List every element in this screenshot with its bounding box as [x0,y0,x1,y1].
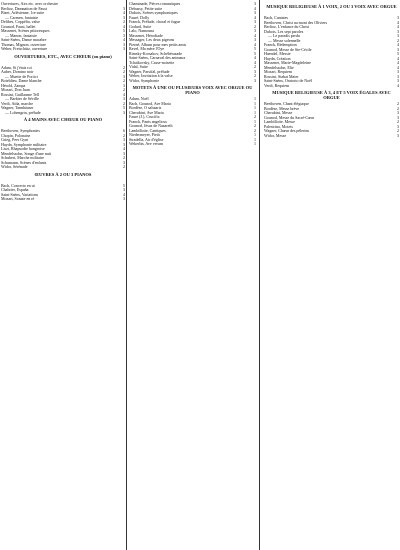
section-heading: MOTETS À UNE OU PLUSIEURS VOIX AVEC ORGUE OU PIANO [132,85,253,95]
entry-price: 2 [123,20,125,24]
entry-title: Ravel, Ma mère l'Oye [129,47,165,51]
entry-price: 3 [397,74,399,79]
entry-price: 4 [123,11,125,15]
entry-price: 4 [397,83,399,88]
entry-price: 4 [397,65,399,70]
entry-title: Wagner, Parsifal, prélude [129,69,170,74]
entry-title: Beethoven, Chant élégiaque [264,102,309,106]
catalog-entry [129,79,256,84]
entry-title: Niedermeyer, Pietà [129,133,160,137]
entry-price: 3 [123,197,125,201]
entry-price: 4 [397,43,399,47]
entry-title: Gounod, Messe du Sacré-Cœur [264,115,315,120]
entry-title: Franck, Rédemption [264,43,297,47]
entry-price: 6 [123,129,125,133]
column-divider [126,0,127,550]
column-divider [259,0,260,550]
catalog-entry [264,134,399,139]
entry-price: 3 [123,83,125,88]
entry-title: Weber, Freischütz, ouverture [1,47,48,51]
entry-price: 3 [397,16,399,20]
entry-price: 3 [123,42,125,47]
entry-title: Massenet, Marie-Magdeleine [264,61,311,65]
entry-title: Fauré, Dolly [129,15,150,20]
entry-title: — Messe solennelle [268,38,301,43]
entry-price: 2 [123,70,125,74]
entry-title: — Muette de Portici [5,74,38,79]
entry-price: 2 [397,102,399,106]
entry-title: Gounod, Jésus de Nazareth [129,124,173,128]
entry-title: Godard, Suite [129,24,152,29]
entry-title: Wagner, Chœur des pèlerins [264,129,310,133]
entry-price: 2 [123,165,125,169]
entry-price: 1 [254,106,256,110]
entry-price: 3 [254,38,256,42]
catalog-column-3 [264,2,399,548]
entry-title: Vidal, Suite [129,65,148,69]
entry-price: 5 [254,51,256,56]
entry-title: Wekerlin, Ave verum [129,142,163,146]
entry-title: — Le paradis perdu [268,34,300,38]
entry-title: Bordèse, Messe brève [264,106,300,111]
entry-title: Bordèse, O salutaris [129,106,162,110]
entry-price: 3 [397,70,399,74]
entry-title: Palestrina, Motets [264,124,293,129]
entry-price: 2 [254,115,256,119]
entry-price: 1 [254,110,256,115]
entry-price: 4 [254,56,256,60]
catalog-column-1 [1,2,125,548]
entry-price: 4 [123,192,125,197]
entry-title: Schubert, Marche militaire [1,156,44,160]
entry-title: — Lohengrin, prélude [5,110,41,115]
entry-price: 4 [254,15,256,20]
section-heading: À 4 MAINS AVEC CHŒUR OU PIANO [23,117,103,122]
entry-price: 1 [254,97,256,101]
entry-title: Cherubini, Ave Maria [129,110,164,115]
entry-price: 2 [123,65,125,70]
entry-price: 2 [254,24,256,29]
entry-title: Widor, Symphonie [129,78,160,83]
entry-price: 2 [397,120,399,124]
entry-price: 4 [123,92,125,97]
entry-title: Bach, Concerto en ut [1,183,35,188]
entry-title: Rimsky-Korsakov, Schéhérazade [129,51,183,56]
entry-title: Dubois, Scènes symphoniques [129,11,178,15]
entry-price: 2 [123,101,125,106]
entry-title: Lambillotte, Messe [264,120,295,124]
entry-price: 3 [123,142,125,147]
entry-title: Verdi, Requiem [264,83,290,88]
entry-title: Saint-Saëns, Danse macabre [1,38,47,42]
catalog-entry [1,165,125,170]
entry-price: 3 [254,29,256,33]
catalog-entry [1,47,125,52]
entry-price: 4 [254,42,256,47]
entry-title: Auber, Domino noir [1,70,34,74]
entry-price: 3 [123,138,125,142]
entry-price: 3 [123,151,125,156]
entry-title: Messager, Les deux pigeons [129,38,175,42]
entry-title: Cherubini, Messe [264,111,293,115]
entry-price: 2 [397,106,399,111]
entry-title: Faure (J.), Crucifix [129,115,160,119]
entry-title: Widor, Sérénade [1,165,28,169]
entry-price: 3 [254,11,256,15]
entry-price: 4 [254,60,256,65]
entry-price: 5 [123,29,125,33]
entry-price: 2 [123,133,125,138]
entry-price: 4 [397,20,399,25]
entry-price: 2 [397,129,399,133]
entry-price: 3 [254,2,256,6]
entry-title: Mozart, Sonate en ré [1,197,35,201]
entry-price: 3 [123,33,125,38]
entry-title: Berlioz, Damnation de Faust [1,6,47,11]
entry-price: 3 [123,15,125,20]
entry-title: Wagner, Tannhäuser [1,106,34,110]
entry-title: Lalo, Namouna [129,29,154,33]
entry-title: Tchaïkovsky, Casse-noisette [129,60,175,65]
entry-price: 3 [397,34,399,38]
section-heading: MUSIQUE RELIGIEUSE À 3, 4 ET 5 VOIX ÉGALES AVEC ORGUE [272,90,391,100]
entry-title: Verdi, Aïda, marche [1,101,33,106]
section-heading: OUVERTURES, ETC., AVEC CHŒUR (ou piano) [14,53,112,59]
entry-price: 4 [397,61,399,65]
entry-price: 4 [123,38,125,42]
catalog-entry [1,197,125,202]
catalog-entry [1,111,125,116]
entry-price: 4 [254,6,256,11]
entry-price: 3 [397,79,399,83]
entry-title: Chaminade, Pièces romantiques [129,2,181,6]
entry-title: Mozart, Requiem [264,70,292,74]
entry-title: Rossini, Stabat Mater [264,74,299,79]
entry-title: Hérold, Zampa [1,83,26,88]
section-heading: ŒUVRES À 2 OU 3 PIANOS [34,171,92,177]
entry-price: 2 [123,156,125,160]
entry-price: 3 [123,97,125,101]
entry-price: 2 [397,38,399,43]
entry-price: 2 [254,74,256,78]
entry-title: Stradella, Air d'église [129,137,164,142]
entry-price: 4 [123,24,125,29]
entry-title: Chopin, Polonaise [1,133,31,138]
entry-title: Haydn, Création [264,56,291,61]
entry-title: Chabrier, España [1,188,29,192]
entry-title: Gounod, Messe de Ste-Cécile [264,47,312,52]
entry-title: Gounod, Faust, ballet [1,24,36,29]
entry-title: Beethoven, Christ au mont des Oliviers [264,20,328,25]
entry-price: 4 [397,56,399,61]
section-heading: MUSIQUE RELIGIEUSE À 1 VOIX, 2 OU 3 VOIX AVEC ORGUE [266,4,397,9]
entry-price: 3 [123,74,125,79]
entry-price: 1 [254,142,256,146]
entry-price: 3 [397,111,399,115]
entry-title: Mendelssohn, Songe d'une nuit [1,151,52,156]
entry-price: 3 [397,133,399,138]
entry-price: 3 [123,47,125,51]
entry-title: — Manon, fantaisie [5,33,37,38]
entry-title: Massenet, Scènes pittoresques [1,29,50,33]
entry-price: 2 [254,124,256,128]
entry-title: Bach, Cantates [264,16,288,20]
entry-price: 3 [123,160,125,165]
entry-title: — Carmen, fantaisie [5,15,39,20]
entry-title: Franck, Prélude, choral et fugue [129,20,181,24]
entry-price: 5 [254,47,256,51]
entry-price: 3 [397,29,399,34]
entry-price: 3 [397,124,399,129]
catalog-column-2 [129,2,256,548]
entry-title: Saint-Saëns, Oratorio de Noël [264,79,312,83]
entry-title: Ouvertures, Airs etc. avec orchestre [1,2,59,6]
entry-title: Weber, Invitation à la valse [129,74,173,78]
entry-price: 3 [397,47,399,52]
entry-title: — Barbier de Séville [5,97,39,101]
entry-price: 2 [254,65,256,69]
entry-title: Mozart, Don Juan [1,88,30,92]
entry-title: Boieldieu, Dame blanche [1,79,42,83]
entry-price: 3 [254,20,256,24]
entry-title: Grieg, Peer Gynt [1,138,29,142]
entry-price: 2 [123,79,125,83]
entry-price: 3 [397,115,399,120]
entry-title: Delibes, Coppélia, valse [1,20,40,24]
entry-title: Bach, Gounod, Ave Maria [129,101,171,106]
entry-title: Widor, Messe [264,133,287,138]
entry-price: 5 [397,52,399,56]
entry-title: Thomas, Mignon, ouverture [1,42,46,47]
entry-title: Haydn, Symphonie militaire [1,142,47,147]
entry-title: Saint-Saëns, Variations [1,192,39,197]
entry-title: Lambillotte, Cantiques [129,128,166,133]
entry-price: 3 [254,78,256,83]
entry-price: 4 [123,147,125,151]
entry-title: Beethoven, Symphonies [1,129,40,133]
entry-price: 1 [254,101,256,106]
entry-title: Saint-Saëns, Carnaval des animaux [129,56,186,60]
entry-price: 1 [254,133,256,137]
entry-title: Pierné, Album pour mes petits amis [129,42,187,47]
entry-price: 2 [123,88,125,92]
entry-title: Schumann, Scènes d'enfants [1,160,47,165]
catalog-entry [129,142,256,147]
entry-price: 4 [397,25,399,29]
entry-title: Dubois, Les sept paroles [264,29,304,34]
entry-price: 1 [254,137,256,142]
entry-price: 5 [123,183,125,188]
entry-title: Adam, Noël [129,97,149,101]
entry-price: 3 [254,69,256,74]
entry-title: Berlioz, L'enfance du Christ [264,25,310,29]
entry-title: Adam, Si j'étais roi [1,65,32,70]
entry-title: Mendelssohn, Elie [264,65,294,70]
entry-title: Haendel, Messie [264,52,291,56]
entry-price: 3 [123,6,125,11]
entry-title: Bizet, Arlésienne, 1re suite [1,11,45,15]
entry-price: 5 [123,106,125,110]
entry-price: 3 [123,188,125,192]
entry-title: Rossini, Guillaume Tell [1,92,39,97]
catalog-entry [264,84,399,89]
entry-title: Debussy, Petite suite [129,6,163,11]
entry-title: Massenet, Hérodiade [129,33,163,38]
entry-title: Liszt, Rhapsodie hongroise [1,147,45,151]
entry-title: Franck, Panis angelicus [129,119,167,124]
entry-price: 2 [254,128,256,133]
entry-price: 4 [254,33,256,38]
entry-price: 3 [123,110,125,115]
entry-price: 1 [254,119,256,124]
